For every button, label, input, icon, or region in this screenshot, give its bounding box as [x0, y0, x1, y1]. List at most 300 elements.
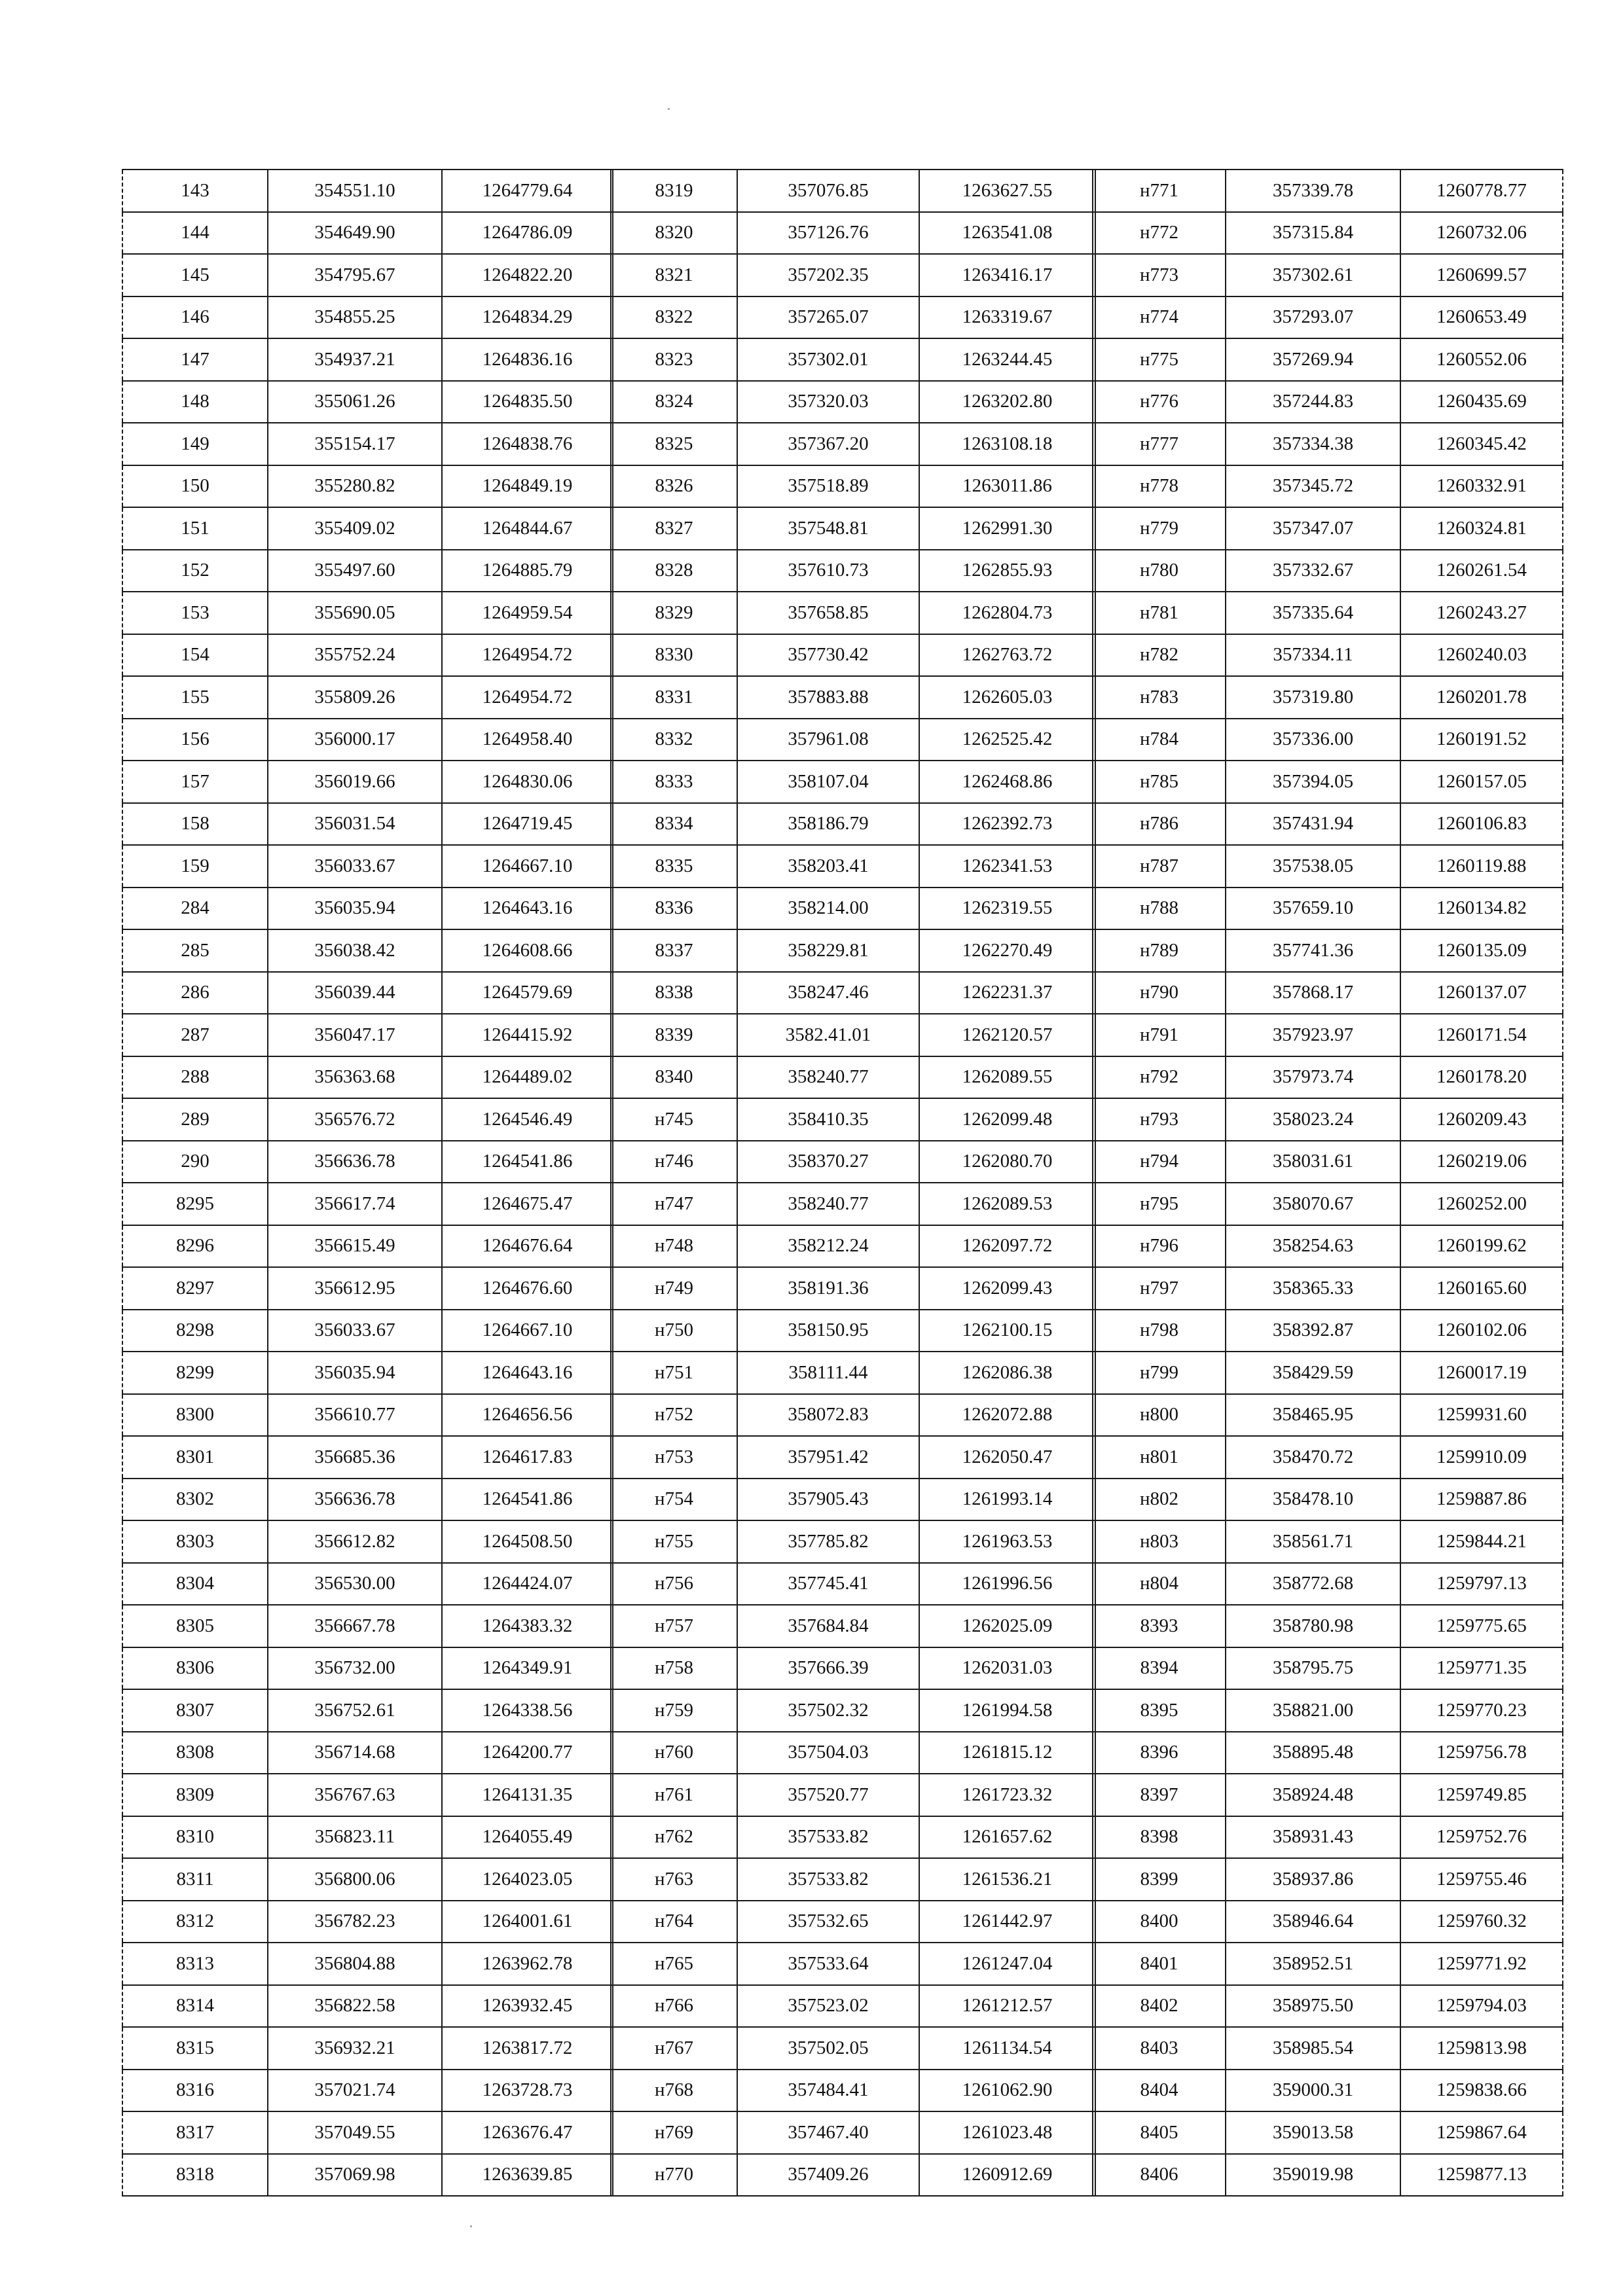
- point-number-cell: 8309: [122, 1774, 268, 1816]
- point-number-cell: 8333: [611, 761, 737, 803]
- x-coordinate-cell: 357923.97: [1226, 1014, 1400, 1056]
- point-number-cell: 8316: [122, 2070, 268, 2112]
- point-number-cell: 8398: [1093, 1816, 1226, 1859]
- x-coordinate-cell: 357502.05: [737, 2027, 919, 2070]
- y-coordinate-cell: 1259770.23: [1400, 1689, 1563, 1732]
- point-number-cell: 8325: [611, 423, 737, 465]
- point-number-cell: 8303: [122, 1520, 268, 1563]
- table-row: [611, 2154, 1095, 2197]
- y-coordinate-cell: 1263244.45: [919, 338, 1095, 381]
- y-coordinate-cell: 1260134.82: [1400, 888, 1563, 930]
- y-coordinate-cell: 1262050.47: [919, 1436, 1095, 1479]
- table-row: [122, 1183, 613, 1225]
- x-coordinate-cell: 356039.44: [268, 972, 442, 1014]
- table-row: [611, 1520, 1095, 1563]
- table-row: [122, 507, 613, 550]
- x-coordinate-cell: 356033.67: [268, 1310, 442, 1352]
- x-coordinate-cell: 358392.87: [1226, 1310, 1400, 1352]
- x-coordinate-cell: 357520.77: [737, 1774, 919, 1816]
- x-coordinate-cell: 357538.05: [1226, 845, 1400, 888]
- x-coordinate-cell: 357409.26: [737, 2154, 919, 2197]
- y-coordinate-cell: 1263011.86: [919, 465, 1095, 508]
- point-number-cell: н793: [1093, 1098, 1226, 1141]
- table-row: [1093, 2027, 1563, 2070]
- point-number-cell: н801: [1093, 1436, 1226, 1479]
- table-row: [122, 1816, 613, 1859]
- y-coordinate-cell: 1261212.57: [919, 1985, 1095, 2028]
- x-coordinate-cell: 356033.67: [268, 845, 442, 888]
- point-number-cell: н779: [1093, 507, 1226, 550]
- table-row: [122, 170, 613, 212]
- point-number-cell: 8339: [611, 1014, 737, 1056]
- table-row: [1093, 1901, 1563, 1943]
- x-coordinate-cell: 359000.31: [1226, 2070, 1400, 2112]
- x-coordinate-cell: 356612.95: [268, 1267, 442, 1310]
- point-number-cell: 8393: [1093, 1605, 1226, 1647]
- point-number-cell: 8298: [122, 1310, 268, 1352]
- x-coordinate-cell: 357973.74: [1226, 1056, 1400, 1099]
- point-number-cell: н771: [1093, 170, 1226, 212]
- x-coordinate-cell: 356035.94: [268, 1352, 442, 1394]
- point-number-cell: н769: [611, 2111, 737, 2154]
- table-row: [122, 1563, 613, 1605]
- point-number-cell: н767: [611, 2027, 737, 2070]
- x-coordinate-cell: 358821.00: [1226, 1689, 1400, 1732]
- table-row: [122, 1225, 613, 1268]
- x-coordinate-cell: 357658.85: [737, 592, 919, 634]
- y-coordinate-cell: 1262100.15: [919, 1310, 1095, 1352]
- point-number-cell: н761: [611, 1774, 737, 1816]
- point-number-cell: 8400: [1093, 1901, 1226, 1943]
- table-row: [611, 170, 1095, 212]
- x-coordinate-cell: 358561.71: [1226, 1520, 1400, 1563]
- point-number-cell: 285: [122, 929, 268, 972]
- point-number-cell: 8314: [122, 1985, 268, 2028]
- x-coordinate-cell: 358107.04: [737, 761, 919, 803]
- point-number-cell: 153: [122, 592, 268, 634]
- y-coordinate-cell: 1259910.09: [1400, 1436, 1563, 1479]
- x-coordinate-cell: 357319.80: [1226, 676, 1400, 719]
- x-coordinate-cell: 356636.78: [268, 1141, 442, 1183]
- x-coordinate-cell: 357741.36: [1226, 929, 1400, 972]
- y-coordinate-cell: 1260178.20: [1400, 1056, 1563, 1099]
- table-row: [611, 1732, 1095, 1774]
- x-coordinate-cell: 356667.78: [268, 1605, 442, 1647]
- table-row: [1093, 1479, 1563, 1521]
- table-row: [611, 1563, 1095, 1605]
- y-coordinate-cell: 1262120.57: [919, 1014, 1095, 1056]
- point-number-cell: 8406: [1093, 2154, 1226, 2197]
- y-coordinate-cell: 1262855.93: [919, 550, 1095, 592]
- table-row: [122, 1394, 613, 1437]
- table-row: [611, 761, 1095, 803]
- table-row: [1093, 1563, 1563, 1605]
- point-number-cell: 284: [122, 888, 268, 930]
- x-coordinate-cell: 357785.82: [737, 1520, 919, 1563]
- point-number-cell: 8301: [122, 1436, 268, 1479]
- table-row: [611, 888, 1095, 930]
- point-number-cell: 8335: [611, 845, 737, 888]
- x-coordinate-cell: 358410.35: [737, 1098, 919, 1141]
- x-coordinate-cell: 356685.36: [268, 1436, 442, 1479]
- table-row: [122, 1056, 613, 1099]
- table-row: [1093, 1816, 1563, 1859]
- y-coordinate-cell: 1262991.30: [919, 507, 1095, 550]
- point-number-cell: 158: [122, 803, 268, 846]
- table-row: [1093, 592, 1563, 634]
- table-row: [122, 1605, 613, 1647]
- x-coordinate-cell: 356038.42: [268, 929, 442, 972]
- x-coordinate-cell: 354551.10: [268, 170, 442, 212]
- table-row: [122, 1098, 613, 1141]
- table-row: [122, 1267, 613, 1310]
- point-number-cell: 8324: [611, 381, 737, 423]
- point-number-cell: 149: [122, 423, 268, 465]
- table-row: [122, 1943, 613, 1985]
- x-coordinate-cell: 357504.03: [737, 1732, 919, 1774]
- table-row: [611, 1310, 1095, 1352]
- x-coordinate-cell: 357961.08: [737, 719, 919, 761]
- x-coordinate-cell: 357533.64: [737, 1943, 919, 1985]
- x-coordinate-cell: 357335.64: [1226, 592, 1400, 634]
- y-coordinate-cell: 1263416.17: [919, 254, 1095, 296]
- point-number-cell: 155: [122, 676, 268, 719]
- point-number-cell: н784: [1093, 719, 1226, 761]
- table-row: [1093, 761, 1563, 803]
- point-number-cell: н790: [1093, 972, 1226, 1014]
- y-coordinate-cell: 1263728.73: [442, 2070, 613, 2112]
- point-number-cell: 143: [122, 170, 268, 212]
- x-coordinate-cell: 357533.82: [737, 1858, 919, 1901]
- x-coordinate-cell: 355497.60: [268, 550, 442, 592]
- point-number-cell: 8308: [122, 1732, 268, 1774]
- y-coordinate-cell: 1260345.42: [1400, 423, 1563, 465]
- y-coordinate-cell: 1264656.56: [442, 1394, 613, 1437]
- table-row: [611, 2027, 1095, 2070]
- point-number-cell: н789: [1093, 929, 1226, 972]
- x-coordinate-cell: 356576.72: [268, 1098, 442, 1141]
- y-coordinate-cell: 1264676.60: [442, 1267, 613, 1310]
- y-coordinate-cell: 1262089.55: [919, 1056, 1095, 1099]
- point-number-cell: 8329: [611, 592, 737, 634]
- y-coordinate-cell: 1262097.72: [919, 1225, 1095, 1268]
- point-number-cell: н766: [611, 1985, 737, 2028]
- table-row: [611, 465, 1095, 508]
- coordinate-table: [122, 169, 613, 2197]
- point-number-cell: н788: [1093, 888, 1226, 930]
- point-number-cell: н750: [611, 1310, 737, 1352]
- y-coordinate-cell: 1260332.91: [1400, 465, 1563, 508]
- x-coordinate-cell: 358946.64: [1226, 1901, 1400, 1943]
- point-number-cell: 8336: [611, 888, 737, 930]
- y-coordinate-cell: 1260435.69: [1400, 381, 1563, 423]
- y-coordinate-cell: 1262031.03: [919, 1647, 1095, 1690]
- y-coordinate-cell: 1260261.54: [1400, 550, 1563, 592]
- point-number-cell: н773: [1093, 254, 1226, 296]
- x-coordinate-cell: 357730.42: [737, 634, 919, 677]
- x-coordinate-cell: 357684.84: [737, 1605, 919, 1647]
- table-row: [1093, 972, 1563, 1014]
- table-row: [1093, 1394, 1563, 1437]
- x-coordinate-cell: 356363.68: [268, 1056, 442, 1099]
- y-coordinate-cell: 1261657.62: [919, 1816, 1095, 1859]
- x-coordinate-cell: 357883.88: [737, 676, 919, 719]
- x-coordinate-cell: 358254.63: [1226, 1225, 1400, 1268]
- point-number-cell: 152: [122, 550, 268, 592]
- table-row: [122, 465, 613, 508]
- x-coordinate-cell: 354795.67: [268, 254, 442, 296]
- x-coordinate-cell: 358070.67: [1226, 1183, 1400, 1225]
- y-coordinate-cell: 1262025.09: [919, 1605, 1095, 1647]
- x-coordinate-cell: 358229.81: [737, 929, 919, 972]
- table-row: [611, 212, 1095, 255]
- y-coordinate-cell: 1262525.42: [919, 719, 1095, 761]
- table-row: [611, 2070, 1095, 2112]
- table-row: [611, 1014, 1095, 1056]
- y-coordinate-cell: 1261023.48: [919, 2111, 1095, 2154]
- point-number-cell: н796: [1093, 1225, 1226, 1268]
- y-coordinate-cell: 1264779.64: [442, 170, 613, 212]
- y-coordinate-cell: 1264885.79: [442, 550, 613, 592]
- x-coordinate-cell: 356019.66: [268, 761, 442, 803]
- table-row: [611, 1352, 1095, 1394]
- table-row: [122, 1985, 613, 2028]
- table-row: [122, 423, 613, 465]
- table-row: [122, 1352, 613, 1394]
- x-coordinate-cell: 357049.55: [268, 2111, 442, 2154]
- point-number-cell: н752: [611, 1394, 737, 1437]
- x-coordinate-cell: 356610.77: [268, 1394, 442, 1437]
- x-coordinate-cell: 357021.74: [268, 2070, 442, 2112]
- x-coordinate-cell: 358795.75: [1226, 1647, 1400, 1690]
- coordinate-table-right: [1092, 169, 1558, 2185]
- table-row: [611, 1141, 1095, 1183]
- coordinate-table: [610, 169, 1096, 2197]
- x-coordinate-cell: 358023.24: [1226, 1098, 1400, 1141]
- x-coordinate-cell: 358150.95: [737, 1310, 919, 1352]
- table-row: [611, 1858, 1095, 1901]
- y-coordinate-cell: 1264836.16: [442, 338, 613, 381]
- point-number-cell: 8318: [122, 2154, 268, 2197]
- x-coordinate-cell: 358429.59: [1226, 1352, 1400, 1394]
- table-row: [1093, 254, 1563, 296]
- table-row: [122, 381, 613, 423]
- table-row: [611, 929, 1095, 972]
- point-number-cell: н804: [1093, 1563, 1226, 1605]
- table-row: [1093, 550, 1563, 592]
- point-number-cell: 159: [122, 845, 268, 888]
- x-coordinate-cell: 356804.88: [268, 1943, 442, 1985]
- y-coordinate-cell: 1262086.38: [919, 1352, 1095, 1394]
- table-row: [611, 423, 1095, 465]
- y-coordinate-cell: 1259877.13: [1400, 2154, 1563, 2197]
- point-number-cell: 8315: [122, 2027, 268, 2070]
- x-coordinate-cell: 357069.98: [268, 2154, 442, 2197]
- x-coordinate-cell: 357244.83: [1226, 381, 1400, 423]
- point-number-cell: н760: [611, 1732, 737, 1774]
- x-coordinate-cell: 358975.50: [1226, 1985, 1400, 2028]
- point-number-cell: 8337: [611, 929, 737, 972]
- point-number-cell: н799: [1093, 1352, 1226, 1394]
- table-row: [1093, 2111, 1563, 2154]
- point-number-cell: н757: [611, 1605, 737, 1647]
- point-number-cell: 8334: [611, 803, 737, 846]
- x-coordinate-cell: 3582.41.01: [737, 1014, 919, 1056]
- y-coordinate-cell: 1262392.73: [919, 803, 1095, 846]
- x-coordinate-cell: 358470.72: [1226, 1436, 1400, 1479]
- table-row: [1093, 1943, 1563, 1985]
- table-row: [122, 338, 613, 381]
- table-row: [611, 1056, 1095, 1099]
- y-coordinate-cell: 1262341.53: [919, 845, 1095, 888]
- x-coordinate-cell: 357484.41: [737, 2070, 919, 2112]
- table-row: [1093, 1056, 1563, 1099]
- table-row: [1093, 929, 1563, 972]
- table-row: [122, 634, 613, 677]
- table-row: [122, 845, 613, 888]
- y-coordinate-cell: 1262231.37: [919, 972, 1095, 1014]
- point-number-cell: н795: [1093, 1183, 1226, 1225]
- table-row: [122, 1141, 613, 1183]
- table-row: [1093, 845, 1563, 888]
- table-row: [611, 845, 1095, 888]
- x-coordinate-cell: 358214.00: [737, 888, 919, 930]
- x-coordinate-cell: 357269.94: [1226, 338, 1400, 381]
- point-number-cell: 8328: [611, 550, 737, 592]
- x-coordinate-cell: 357868.17: [1226, 972, 1400, 1014]
- x-coordinate-cell: 357951.42: [737, 1436, 919, 1479]
- y-coordinate-cell: 1264844.67: [442, 507, 613, 550]
- y-coordinate-cell: 1264415.92: [442, 1014, 613, 1056]
- table-row: [122, 2154, 613, 2197]
- table-row: [1093, 2154, 1563, 2197]
- table-row: [611, 338, 1095, 381]
- y-coordinate-cell: 1264676.64: [442, 1225, 613, 1268]
- point-number-cell: 8404: [1093, 2070, 1226, 2112]
- x-coordinate-cell: 357502.32: [737, 1689, 919, 1732]
- coordinate-table: [1092, 169, 1563, 2197]
- point-number-cell: н802: [1093, 1479, 1226, 1521]
- table-row: [611, 1267, 1095, 1310]
- table-row: [1093, 1225, 1563, 1268]
- y-coordinate-cell: 1262270.49: [919, 929, 1095, 972]
- point-number-cell: 8394: [1093, 1647, 1226, 1690]
- table-row: [611, 381, 1095, 423]
- table-row: [611, 1225, 1095, 1268]
- x-coordinate-cell: 356636.78: [268, 1479, 442, 1521]
- point-number-cell: 145: [122, 254, 268, 296]
- x-coordinate-cell: 356782.23: [268, 1901, 442, 1943]
- x-coordinate-cell: 355061.26: [268, 381, 442, 423]
- x-coordinate-cell: 357394.05: [1226, 761, 1400, 803]
- x-coordinate-cell: 358111.44: [737, 1352, 919, 1394]
- x-coordinate-cell: 356732.00: [268, 1647, 442, 1690]
- y-coordinate-cell: 1260209.43: [1400, 1098, 1563, 1141]
- point-number-cell: 8323: [611, 338, 737, 381]
- table-row: [611, 1479, 1095, 1521]
- table-row: [122, 888, 613, 930]
- x-coordinate-cell: 359013.58: [1226, 2111, 1400, 2154]
- y-coordinate-cell: 1264001.61: [442, 1901, 613, 1943]
- x-coordinate-cell: 356530.00: [268, 1563, 442, 1605]
- y-coordinate-cell: 1264608.66: [442, 929, 613, 972]
- y-coordinate-cell: 1263319.67: [919, 296, 1095, 339]
- point-number-cell: н747: [611, 1183, 737, 1225]
- x-coordinate-cell: 357518.89: [737, 465, 919, 508]
- table-row: [122, 1774, 613, 1816]
- point-number-cell: н754: [611, 1479, 737, 1521]
- table-row: [1093, 634, 1563, 677]
- table-row: [122, 719, 613, 761]
- point-number-cell: 156: [122, 719, 268, 761]
- x-coordinate-cell: 358203.41: [737, 845, 919, 888]
- y-coordinate-cell: 1260219.06: [1400, 1141, 1563, 1183]
- point-number-cell: н758: [611, 1647, 737, 1690]
- table-row: [122, 676, 613, 719]
- y-coordinate-cell: 1261815.12: [919, 1732, 1095, 1774]
- y-coordinate-cell: 1264383.32: [442, 1605, 613, 1647]
- table-row: [611, 296, 1095, 339]
- point-number-cell: 8401: [1093, 1943, 1226, 1985]
- y-coordinate-cell: 1262468.86: [919, 761, 1095, 803]
- table-row: [1093, 1985, 1563, 2028]
- table-row: [122, 592, 613, 634]
- table-row: [1093, 676, 1563, 719]
- point-number-cell: 8397: [1093, 1774, 1226, 1816]
- x-coordinate-cell: 357532.65: [737, 1901, 919, 1943]
- y-coordinate-cell: 1262072.88: [919, 1394, 1095, 1437]
- point-number-cell: н762: [611, 1816, 737, 1859]
- y-coordinate-cell: 1264959.54: [442, 592, 613, 634]
- y-coordinate-cell: 1262319.55: [919, 888, 1095, 930]
- x-coordinate-cell: 358772.68: [1226, 1563, 1400, 1605]
- point-number-cell: н746: [611, 1141, 737, 1183]
- x-coordinate-cell: 356714.68: [268, 1732, 442, 1774]
- table-row: [611, 1436, 1095, 1479]
- x-coordinate-cell: 358072.83: [737, 1394, 919, 1437]
- x-coordinate-cell: 357533.82: [737, 1816, 919, 1859]
- y-coordinate-cell: 1263932.45: [442, 1985, 613, 2028]
- y-coordinate-cell: 1259755.46: [1400, 1858, 1563, 1901]
- y-coordinate-cell: 1263202.80: [919, 381, 1095, 423]
- y-coordinate-cell: 1264200.77: [442, 1732, 613, 1774]
- point-number-cell: н764: [611, 1901, 737, 1943]
- y-coordinate-cell: 1259771.92: [1400, 1943, 1563, 1985]
- point-number-cell: 8295: [122, 1183, 268, 1225]
- y-coordinate-cell: 1261062.90: [919, 2070, 1095, 2112]
- y-coordinate-cell: 1259838.66: [1400, 2070, 1563, 2112]
- point-number-cell: н774: [1093, 296, 1226, 339]
- x-coordinate-cell: 355409.02: [268, 507, 442, 550]
- x-coordinate-cell: 357265.07: [737, 296, 919, 339]
- point-number-cell: 8405: [1093, 2111, 1226, 2154]
- point-number-cell: н755: [611, 1520, 737, 1563]
- y-coordinate-cell: 1260119.88: [1400, 845, 1563, 888]
- x-coordinate-cell: 357332.67: [1226, 550, 1400, 592]
- y-coordinate-cell: 1264338.56: [442, 1689, 613, 1732]
- table-row: [611, 2111, 1095, 2154]
- y-coordinate-cell: 1263627.55: [919, 170, 1095, 212]
- y-coordinate-cell: 1263639.85: [442, 2154, 613, 2197]
- point-number-cell: 8297: [122, 1267, 268, 1310]
- table-row: [122, 1647, 613, 1690]
- table-row: [122, 2027, 613, 2070]
- point-number-cell: 8395: [1093, 1689, 1226, 1732]
- table-row: [1093, 1774, 1563, 1816]
- point-number-cell: 8300: [122, 1394, 268, 1437]
- y-coordinate-cell: 1261442.97: [919, 1901, 1095, 1943]
- point-number-cell: 289: [122, 1098, 268, 1141]
